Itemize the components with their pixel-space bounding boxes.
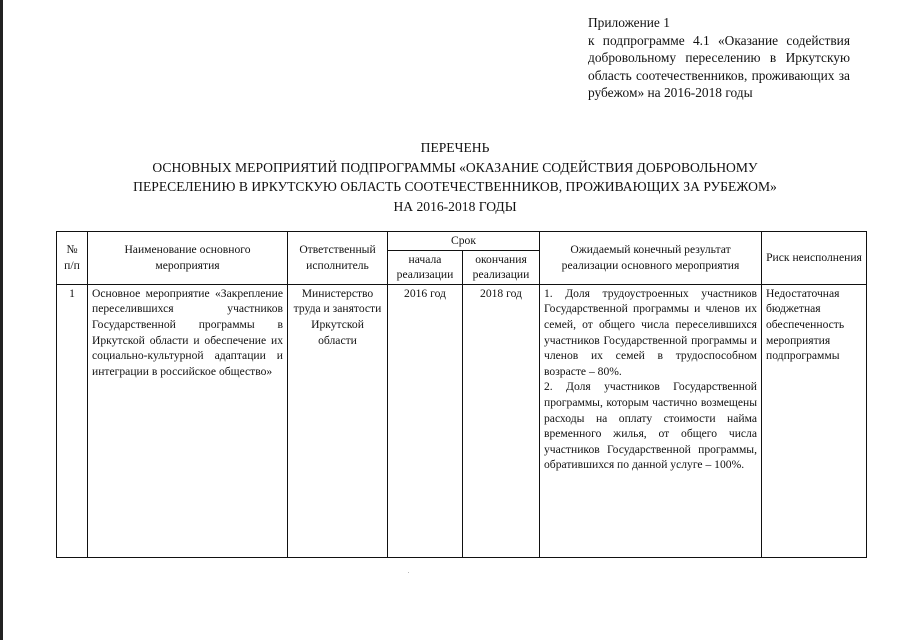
header-term: Срок: [388, 232, 540, 251]
header-result: Ожидаемый конечный результат реализации основного мероприятия: [540, 232, 762, 285]
table-row: [57, 284, 867, 557]
header-end: окончания реализации: [463, 250, 540, 284]
header-executor: Ответственный исполнитель: [288, 232, 388, 285]
heading-line-1: ПЕРЕЧЕНЬ: [420, 140, 490, 155]
activities-table: [56, 231, 867, 558]
appendix-text: к подпрограмме 4.1 «Оказание содействия добровольному переселению в Иркутскую область соотечественников, проживающих за рубежом» на 2016-2018 годы: [588, 32, 850, 100]
cell-name: Основное мероприятие «Закрепление переселившихся участников Государственной программы в Иркутской области и обеспечение их социально-культурной адаптации и интеграции в российское общество»: [88, 284, 288, 557]
table-header-row: [57, 232, 867, 251]
result-item-1: 1. Доля трудоустроенных участников Государственной программы и членов их семей, от общего числа переселившихся участников Государственной программы и членов их семей в трудоспособном возрасте – 80%.: [544, 286, 757, 378]
result-item-2: 2. Доля участников Государственной программы, которым частично возмещены расходы на оплату стоимости найма временного жилья, от общего числа участников Государственной программы, обратившихся по данной услуге – 100%.: [544, 380, 757, 472]
cell-risk: Недостаточная бюджетная обеспеченность мероприятия подпрограммы: [762, 284, 867, 557]
document-heading: [60, 138, 850, 216]
heading-line-3: ПЕРЕСЕЛЕНИЮ В ИРКУТСКУЮ ОБЛАСТЬ СООТЕЧЕСТВЕННИКОВ, ПРОЖИВАЮЩИХ ЗА РУБЕЖОМ»: [133, 179, 777, 194]
cell-executor: Министерство труда и занятости Иркутской области: [288, 284, 388, 557]
header-risk: Риск неисполнения: [762, 232, 867, 285]
cell-result: [540, 284, 762, 557]
header-start: начала реализации: [388, 250, 463, 284]
heading-line-4: НА 2016-2018 ГОДЫ: [393, 198, 517, 214]
header-num: № п/п: [57, 232, 88, 285]
cell-start: 2016 год: [388, 284, 463, 557]
heading-line-2: ОСНОВНЫХ МЕРОПРИЯТИЙ ПОДПРОГРАММЫ «ОКАЗАНИЕ СОДЕЙСТВИЯ ДОБРОВОЛЬНОМУ: [152, 159, 758, 175]
header-name: Наименование основного мероприятия: [88, 232, 288, 285]
cell-end: 2018 год: [463, 284, 540, 557]
scan-speck: [408, 572, 409, 573]
appendix-title: Приложение 1: [588, 15, 670, 30]
page-edge: [0, 0, 3, 640]
cell-num: 1: [57, 284, 88, 557]
appendix-note: [588, 14, 850, 102]
